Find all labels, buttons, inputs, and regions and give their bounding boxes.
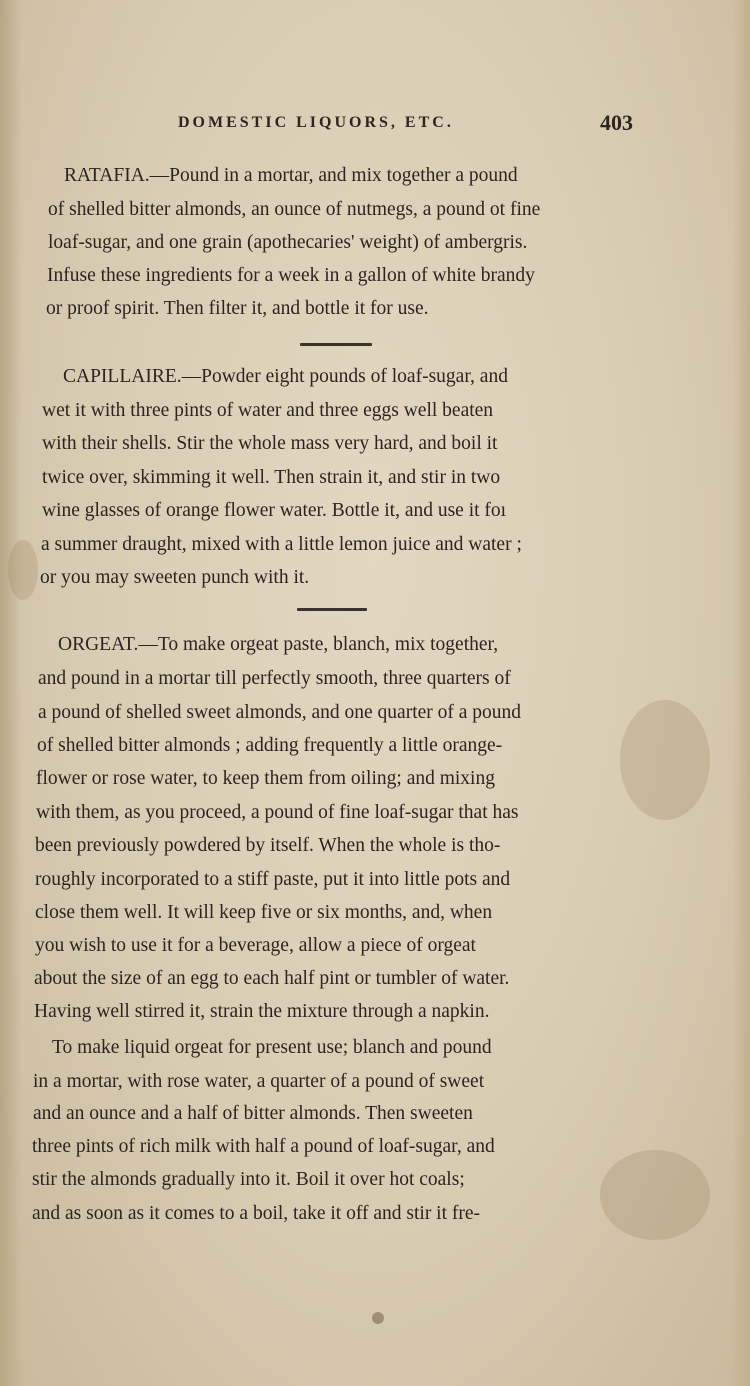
text-line: close them well. It will keep five or six months, and, when — [35, 902, 493, 923]
text-line: loaf-sugar, and one grain (apothecaries' weight) of ambergris. — [48, 232, 528, 253]
text-line: with them, as you proceed, a pound of fine loaf-sugar that has — [36, 802, 519, 823]
page-header — [0, 112, 750, 142]
text-line: Having well stirred it, strain the mixture through a napkin. — [34, 1001, 490, 1022]
section-divider — [300, 343, 372, 346]
text-line: and as soon as it comes to a boil, take it off and stir it fre- — [32, 1203, 481, 1224]
text-line: Infuse these ingredients for a week in a gallon of white brandy — [47, 265, 535, 286]
stain — [600, 1150, 710, 1240]
section-divider — [297, 608, 367, 611]
text-line: a pound of shelled sweet almonds, and one quarter of a pound — [38, 702, 522, 723]
stain — [372, 1312, 384, 1324]
text-line: flower or rose water, to keep them from oiling; and mixing — [36, 768, 495, 789]
text-line: with their shells. Stir the whole mass very hard, and boil it — [42, 433, 498, 454]
text-line: stir the almonds gradually into it. Boil it over hot coals; — [32, 1169, 465, 1190]
text-line: and an ounce and a half of bitter almonds. Then sweeten — [33, 1103, 473, 1124]
text-line: and pound in a mortar till perfectly smooth, three quarters of — [38, 668, 511, 689]
text-line: roughly incorporated to a stiff paste, put it into little pots and — [35, 869, 511, 890]
page-edge-shadow — [732, 0, 750, 1386]
text-line: of shelled bitter almonds, an ounce of nutmegs, a pound ot fine — [48, 199, 541, 220]
running-head: DOMESTIC LIQUORS, ETC. — [178, 114, 454, 131]
text-line: ORGEAT.—To make orgeat paste, blanch, mix together, — [58, 634, 499, 655]
page-spine-shadow — [0, 0, 22, 1386]
text-line: in a mortar, with rose water, a quarter of a pound of sweet — [33, 1071, 485, 1092]
page-number: 403 — [600, 110, 633, 135]
text-line: about the size of an egg to each half pint or tumbler of water. — [34, 968, 510, 989]
text-line: three pints of rich milk with half a pound of loaf-sugar, and — [32, 1136, 495, 1157]
text-line: twice over, skimming it well. Then strain it, and stir in two — [42, 467, 501, 488]
text-line: wine glasses of orange flower water. Bottle it, and use it foı — [42, 500, 507, 521]
stain — [620, 700, 710, 820]
text-line: CAPILLAIRE.—Powder eight pounds of loaf-sugar, and — [63, 366, 508, 387]
text-line: you wish to use it for a beverage, allow a piece of orgeat — [35, 935, 476, 956]
text-line: been previously powdered by itself. When the whole is tho- — [35, 835, 501, 856]
text-line: RATAFIA.—Pound in a mortar, and mix together a pound — [64, 165, 518, 186]
text-line: a summer draught, mixed with a little lemon juice and water ; — [41, 534, 522, 555]
text-line: or you may sweeten punch with it. — [40, 567, 310, 588]
text-line: To make liquid orgeat for present use; blanch and pound — [52, 1037, 492, 1058]
text-line: or proof spirit. Then filter it, and bottle it for use. — [46, 298, 429, 319]
text-line: wet it with three pints of water and three eggs well beaten — [42, 400, 494, 421]
text-line: of shelled bitter almonds ; adding frequently a little orange- — [37, 735, 503, 756]
stain — [8, 540, 38, 600]
